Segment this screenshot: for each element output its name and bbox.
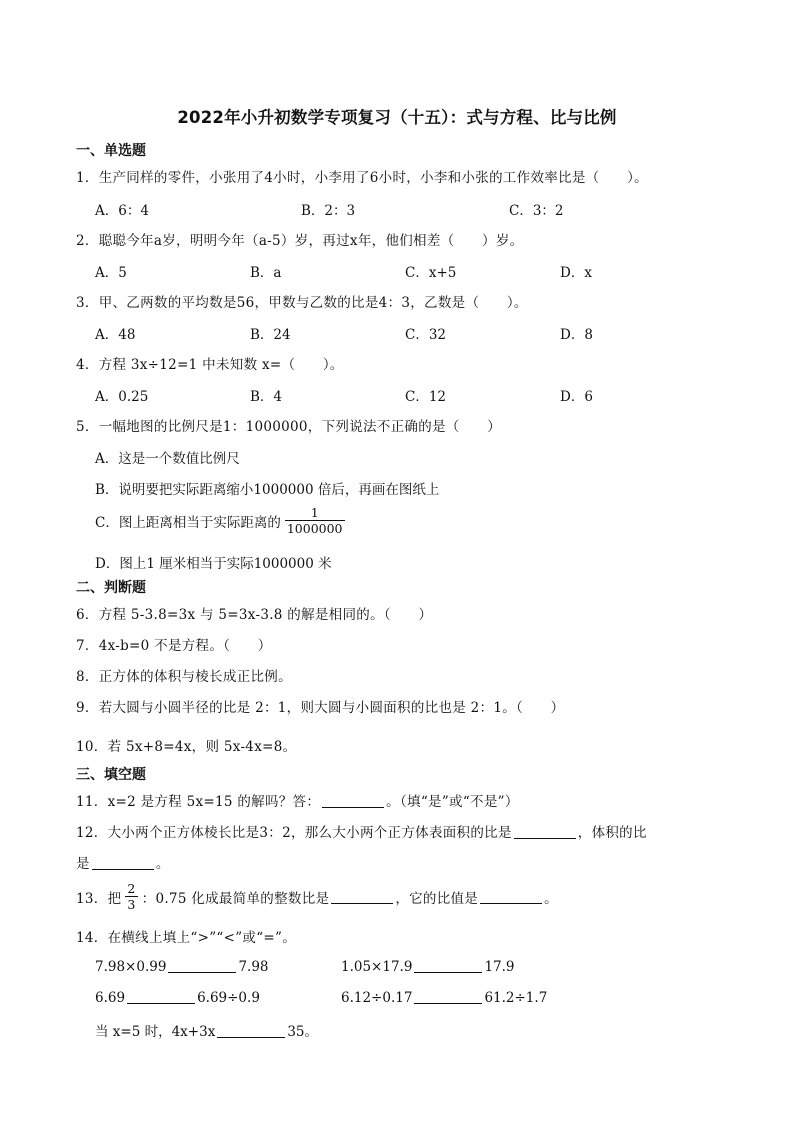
comparison-item	[95, 1020, 318, 1040]
comparison-left: 7.98×0.99	[95, 959, 167, 975]
fraction	[125, 881, 137, 912]
q5-option-b: B．说明要把实际距离缩小1000000 倍后，再画在图纸上	[95, 482, 440, 498]
question-11-text: 11．x=2 是方程 5x=15 的解吗？答：	[76, 794, 321, 810]
q2-option-c: C．x+5	[405, 265, 457, 281]
q4-option-c: C．12	[405, 389, 447, 405]
question-4-text: 4．方程 3x÷12=1 中未知数 x=（ ）。	[76, 357, 344, 373]
question-10-text: 10．若 5x+8=4x，则 5x-4x=8。	[76, 739, 297, 755]
section-heading-fill-blank: 三、填空题	[76, 767, 146, 783]
comparison-left: 6.69	[95, 990, 126, 1006]
question-3-text: 3．甲、乙两数的平均数是56，甲数与乙数的比是4：3，乙数是（ ）。	[76, 295, 528, 311]
answer-blank[interactable]	[414, 958, 482, 973]
question-12-text-mid: ，体积的比	[577, 825, 647, 841]
question-13-text-mid2: ，它的比值是	[395, 890, 479, 907]
question-2-text: 2．聪聪今年a岁，明明今年（a-5）岁，再过x年，他们相差（ ）岁。	[76, 233, 524, 249]
comparison-right: 35。	[287, 1024, 319, 1040]
q2-option-a: A．5	[95, 265, 127, 281]
q3-option-a: A．48	[95, 327, 136, 343]
section-heading-single-choice: 一、单选题	[76, 143, 146, 159]
comparison-item	[341, 958, 515, 975]
question-7-text: 7．4x-b=0 不是方程。（ ）	[76, 638, 272, 654]
answer-blank[interactable]	[414, 989, 482, 1004]
answer-blank[interactable]	[331, 889, 393, 904]
comparison-left: 1.05×17.9	[341, 959, 413, 975]
question-13	[76, 881, 558, 912]
q5-option-c-text: C．图上距离相当于实际距离的	[95, 514, 281, 531]
question-12-text: 12．大小两个正方体棱长比是3：2，那么大小两个正方体表面积的比是	[76, 825, 512, 841]
section-heading-true-false: 二、判断题	[76, 580, 146, 596]
fraction-numerator: 1	[310, 505, 319, 520]
page-title: 2022年小升初数学专项复习（十五）：式与方程、比与比例	[177, 108, 617, 127]
question-1-text: 1．生产同样的零件，小张用了4小时，小李用了6小时，小李和小张的工作效率比是（ ）。	[76, 170, 648, 186]
q5-option-c	[95, 505, 349, 536]
question-13-text-end: 。	[544, 890, 558, 907]
question-12-text-end: 。	[155, 856, 170, 872]
question-6-text: 6．方程 5-3.8=3x 与 5=3x-3.8 的解是相同的。（ ）	[76, 607, 433, 623]
q4-option-b: B．4	[250, 389, 283, 405]
comparison-item	[341, 989, 547, 1006]
fraction	[285, 505, 345, 536]
question-14-text: 14．在横线上填上“>”“<”或“=”。	[76, 930, 297, 946]
question-9-text: 9．若大圆与小圆半径的比是 2：1，则大圆与小圆面积的比也是 2：1。（ ）	[76, 700, 565, 716]
fraction-denominator: 3	[127, 897, 136, 912]
fraction-numerator: 2	[127, 881, 136, 896]
question-11	[76, 790, 519, 810]
answer-blank[interactable]	[480, 889, 542, 904]
q1-option-c: C．3：2	[509, 203, 564, 219]
comparison-right: 17.9	[484, 959, 515, 975]
answer-blank[interactable]	[322, 793, 384, 808]
q4-option-d: D．6	[560, 389, 593, 405]
q3-option-d: D．8	[560, 327, 593, 343]
fraction-denominator: 1000000	[286, 521, 343, 536]
question-5-text: 5．一幅地图的比例尺是1：1000000，下列说法不正确的是（ ）	[76, 419, 502, 435]
comparison-item	[95, 989, 260, 1006]
comparison-item	[95, 958, 269, 975]
comparison-left: 当 x=5 时，4x+3x	[95, 1024, 216, 1040]
question-11-hint: 。（填“是”或“不是”）	[386, 794, 519, 810]
comparison-right: 61.2÷1.7	[484, 990, 548, 1006]
q2-option-d: D．x	[560, 265, 592, 281]
question-12	[76, 821, 647, 841]
question-12-line-2	[76, 852, 170, 872]
q5-option-d: D．图上1 厘米相当于实际1000000 米	[95, 556, 332, 572]
comparison-right: 7.98	[238, 959, 269, 975]
question-12-text-line2: 是	[76, 856, 90, 872]
question-13-text: 13．把	[76, 890, 122, 907]
answer-blank[interactable]	[92, 855, 154, 870]
answer-blank[interactable]	[127, 989, 195, 1004]
q3-option-b: B．24	[250, 327, 291, 343]
q3-option-c: C．32	[405, 327, 447, 343]
question-13-text-mid: ：0.75 化成最简单的整数比是	[141, 890, 330, 907]
q5-option-a: A．这是一个数值比例尺	[95, 451, 240, 467]
answer-blank[interactable]	[168, 958, 236, 973]
comparison-left: 6.12÷0.17	[341, 990, 413, 1006]
answer-blank[interactable]	[217, 1023, 285, 1038]
question-8-text: 8．正方体的体积与棱长成正比例。	[76, 669, 292, 685]
comparison-right: 6.69÷0.9	[197, 990, 260, 1006]
q1-option-a: A．6：4	[95, 203, 149, 219]
answer-blank[interactable]	[514, 824, 576, 839]
q4-option-a: A．0.25	[95, 389, 149, 405]
q1-option-b: B．2：3	[301, 203, 356, 219]
q2-option-b: B．a	[250, 265, 282, 281]
